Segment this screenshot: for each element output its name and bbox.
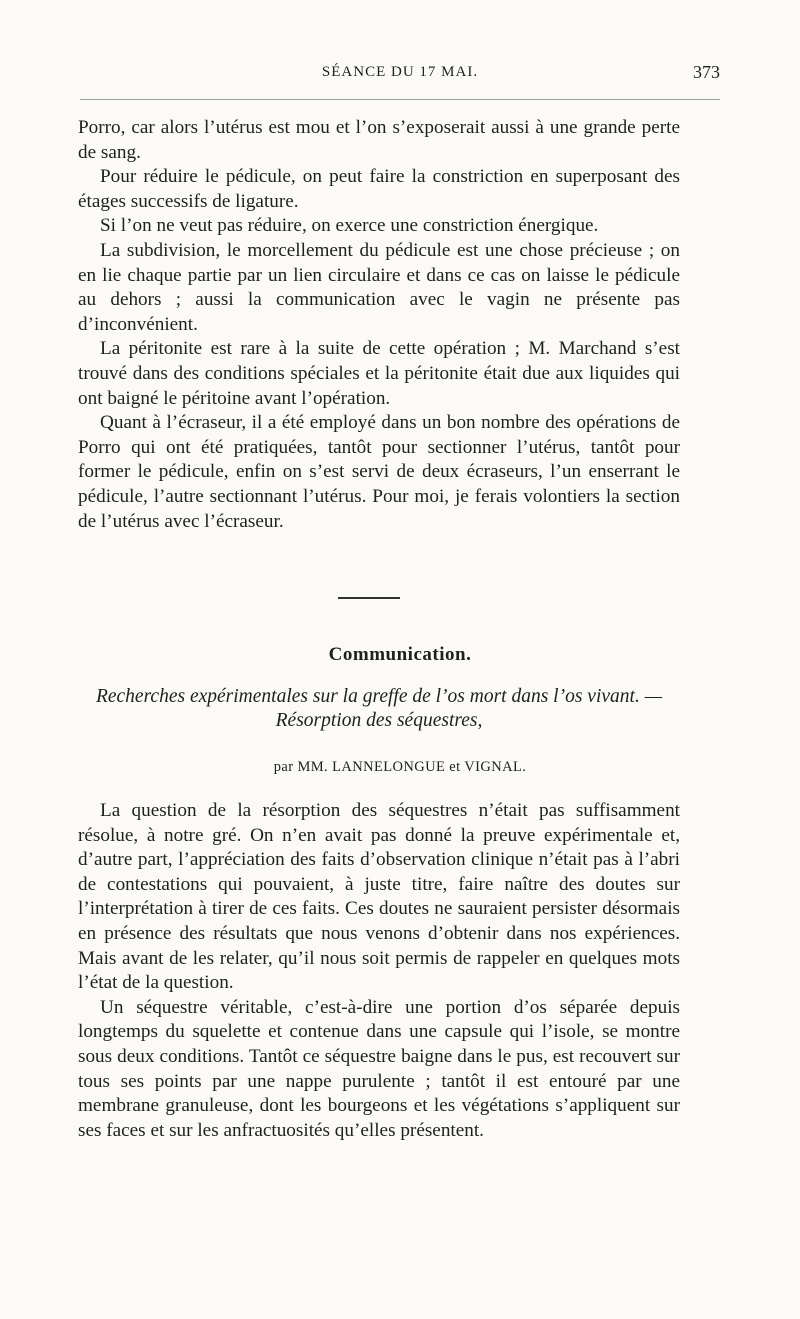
running-title: SÉANCE DU 17 MAI. — [321, 64, 479, 80]
section-divider — [338, 597, 400, 599]
article-title: Recherches expérimentales sur la greffe de l’os mort dans l’os vivant. — Résorption des séquestres, — [95, 686, 663, 731]
byline: par MM. LANNELONGUE et VIGNAL. — [273, 759, 527, 775]
header-divider — [80, 99, 720, 100]
bottom-text-block — [78, 799, 680, 1143]
page-number: 373 — [693, 62, 720, 82]
paragraph: Porro, car alors l’utérus est mou et l’on s’exposerait aussi à une grande perte de sang. — [78, 117, 680, 163]
paragraph: Pour réduire le pédicule, on peut faire la constriction en superposant des étages successifs de ligature. — [78, 166, 680, 212]
paragraph: La question de la résorption des séquestres n’était pas suffisamment résolue, à notre gré. On n’en avait pas donné la preuve expérimentale et, d’autre part, l’appréciation des faits d’observation clinique n’était pas à l’abri de contestations qui pouvaient, à juste titre, faire naître des doutes sur l’interprétation à tirer de ces faits. Ces doutes ne sauraient persister désormais en présence des résultats que nous venons d’obtenir dans nos expériences. Mais avant de les relater, qu’il nous soit permis de rappeler en quelques mots l’état de la question. — [78, 800, 680, 994]
paragraph: Quant à l’écraseur, il a été employé dans un bon nombre des opérations de Porro qui ont été pratiquées, tantôt pour sectionner l’utérus, tantôt pour former le pédicule, enfin on s’est servi de deux écraseurs, l’un enserrant le pédicule, l’autre sectionnant l’utérus. Pour moi, je ferais volontiers la section de l’utérus avec l’écraseur. — [78, 412, 680, 532]
paragraph: La péritonite est rare à la suite de cette opération ; M. Marchand s’est trouvé dans des conditions spéciales et la péritonite était due aux liquides qui ont baigné le péritoine avant l’opération. — [78, 338, 680, 409]
page-header — [80, 58, 720, 88]
paragraph: Si l’on ne veut pas réduire, on exerce une constriction énergique. — [100, 215, 599, 237]
paragraph: Un séquestre véritable, c’est-à-dire une portion d’os séparée depuis longtemps du squelette et contenue dans une capsule qui l’isole, se montre sous deux conditions. Tantôt ce séquestre baigne dans le pus, est recouvert sur tous ses points par une nappe purulente ; tantôt il est entouré par une membrane granuleuse, dont les bourgeons et les végétations s’appliquent sur ses faces et sur les anfractuosités qu’elles présentent. — [78, 996, 680, 1141]
section-heading: Communication. — [328, 644, 472, 665]
top-text-block — [78, 116, 680, 534]
paragraph: La subdivision, le morcellement du pédicule est une chose précieuse ; on en lie chaque partie par un lien circulaire et dans ce cas on laisse le pédicule au dehors ; aussi la communication avec le vagin ne présente pas d’inconvénient. — [78, 239, 680, 335]
